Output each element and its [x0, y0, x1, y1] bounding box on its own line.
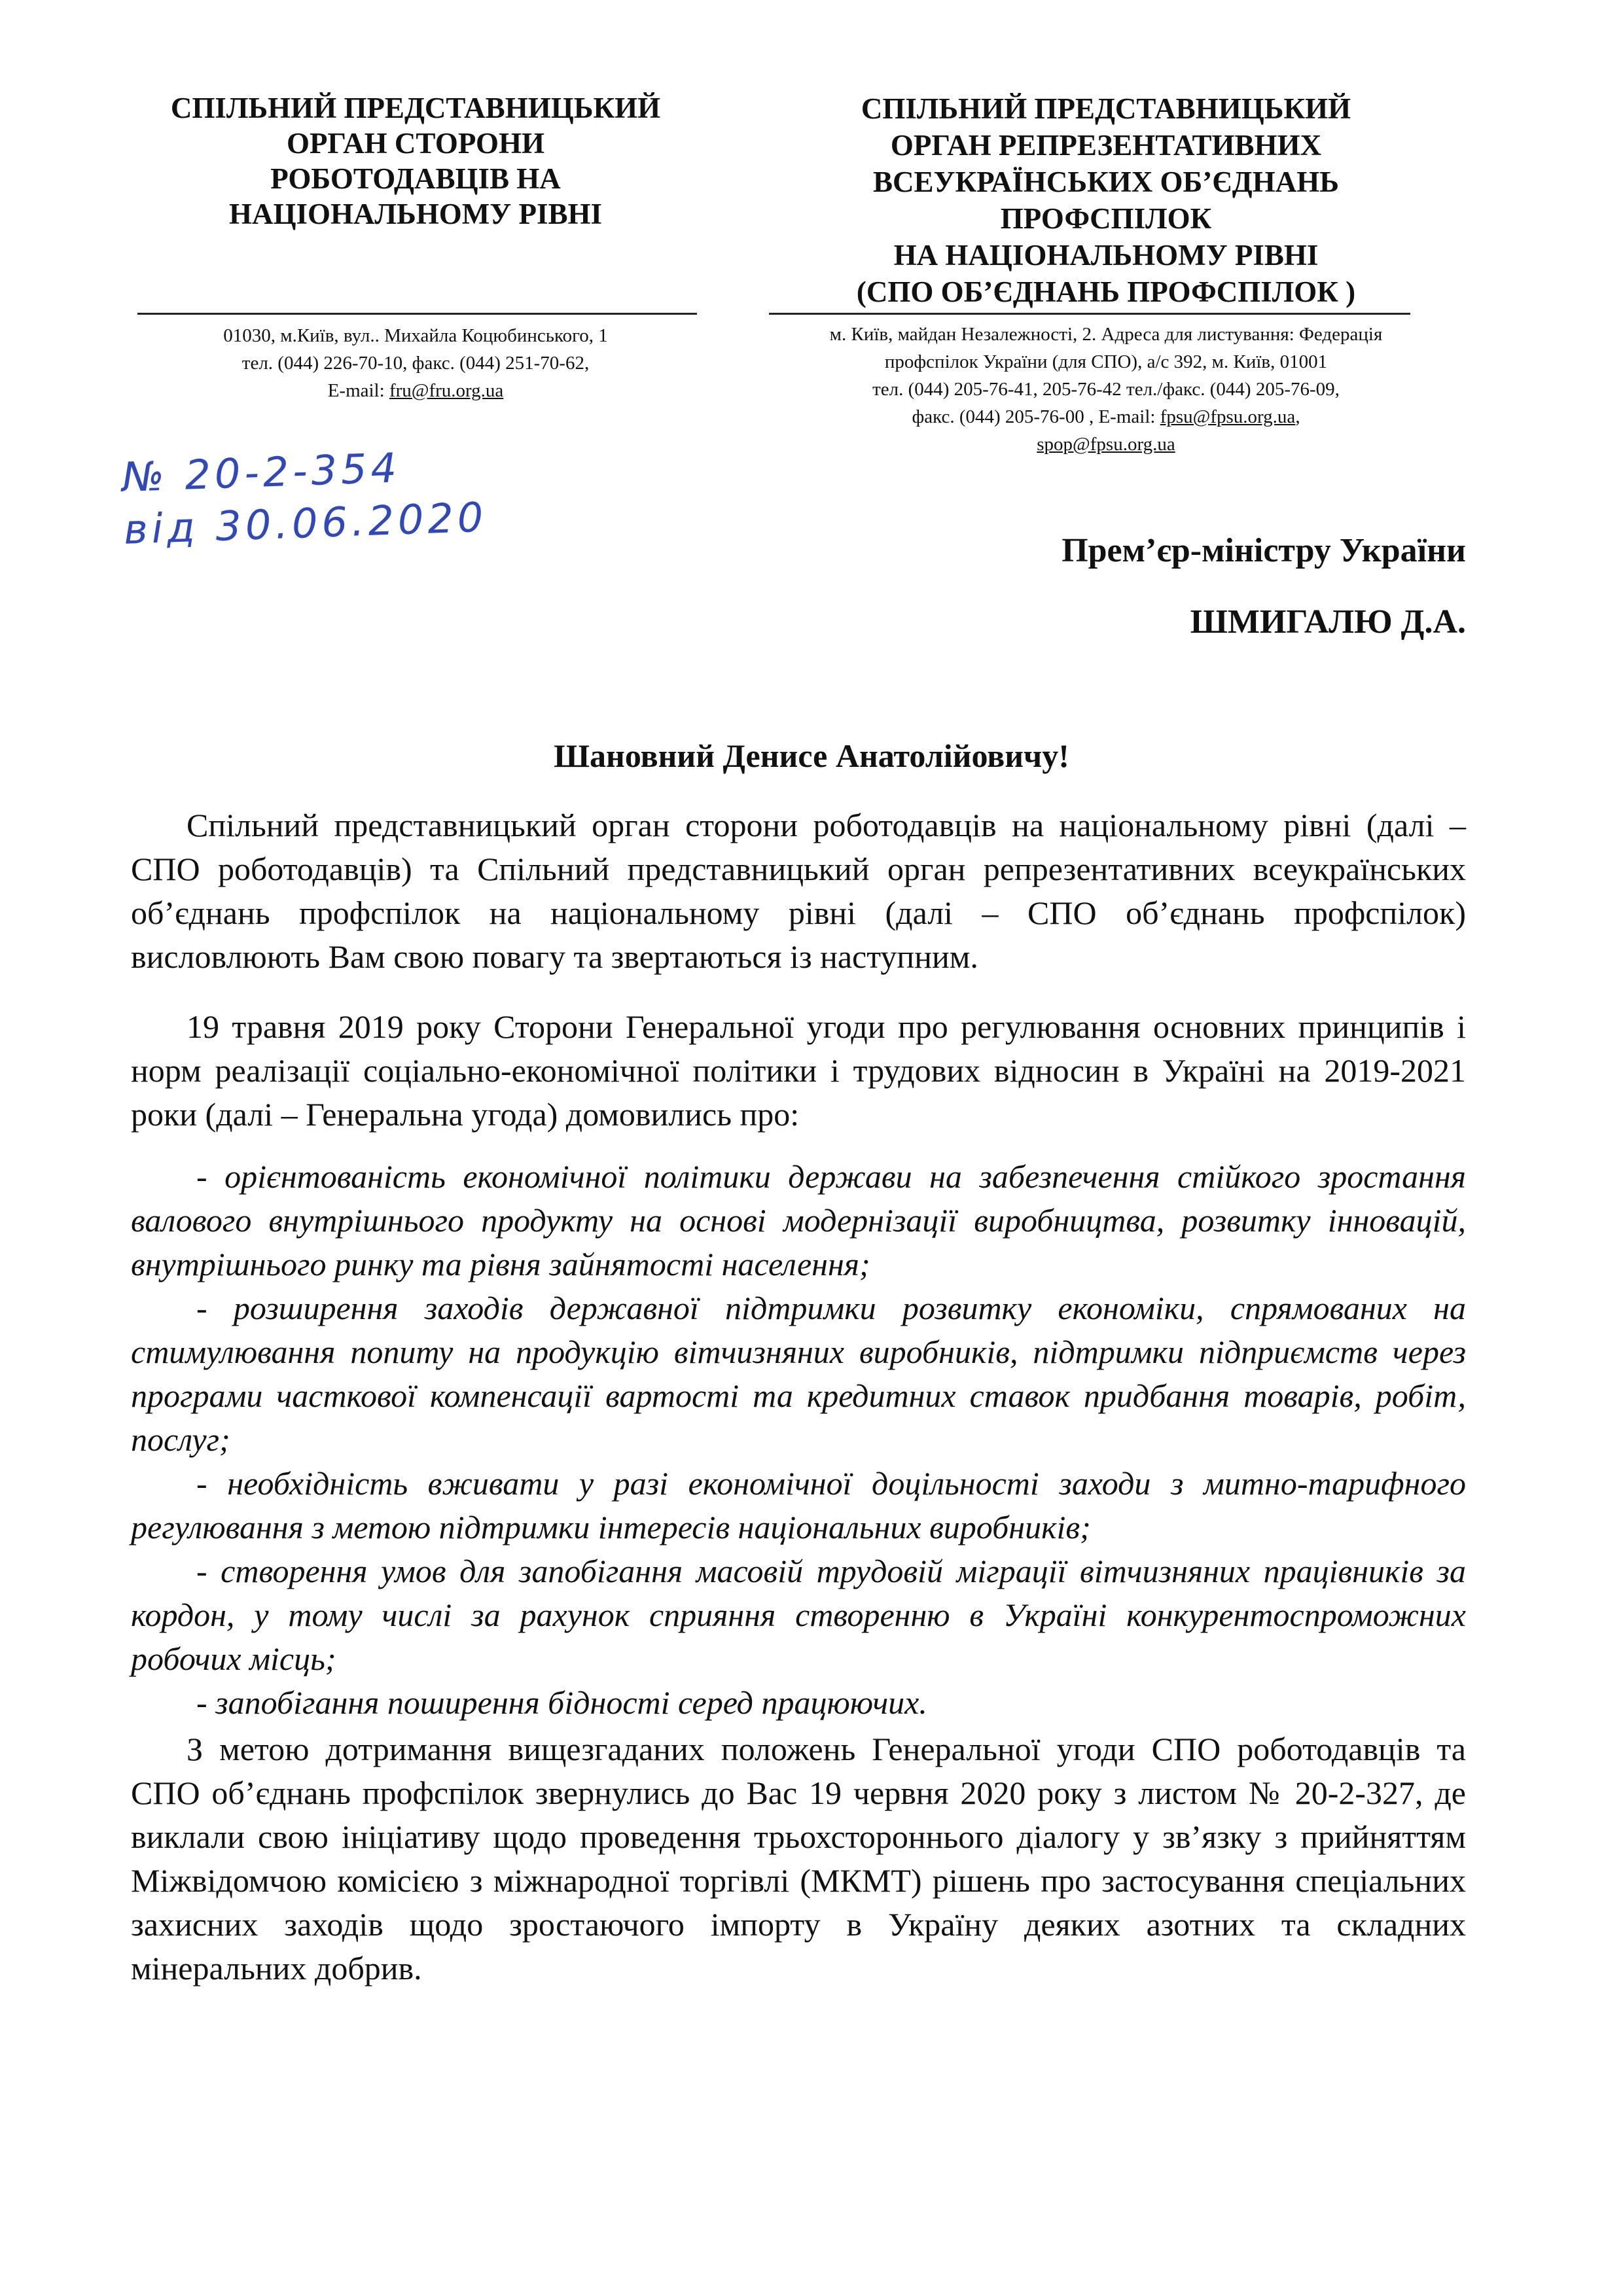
right-org-line: ОРГАН РЕПРЕЗЕНТАТИВНИХ	[890, 129, 1322, 162]
right-header-divider	[769, 313, 1410, 315]
right-org-line: СПІЛЬНИЙ ПРЕДСТАВНИЦЬКИЙ	[861, 92, 1351, 125]
left-address-line: 01030, м.Київ, вул.. Михайла Коцюбинського, 1	[223, 325, 608, 346]
right-phone-line: тел. (044) 205-76-41, 205-76-42 тел./факс. (044) 205-76-09,	[872, 379, 1340, 400]
agreement-list	[131, 1155, 1466, 1725]
registration-number: № 20-2-354	[121, 444, 402, 501]
handwritten-registration	[121, 436, 582, 556]
salutation: Шановний Денисе Анатолійовичу!	[554, 737, 1069, 774]
right-address-line: м. Київ, майдан Незалежності, 2. Адреса для листування: Федерація	[829, 324, 1383, 345]
list-item: - необхідність вживати у разі економічної доцільності заходи з митно-тарифного регулювання з метою підтримки інтересів національних виробників;	[131, 1465, 1466, 1545]
registration-date: від 30.06.2020	[122, 493, 488, 554]
list-item: - запобігання поширення бідності серед працюючих.	[196, 1684, 927, 1721]
list-item: - орієнтованість економічної політики держави на забезпечення стійкого зростання валового внутрішнього продукту на основі модернізації виробництва, розвитку інновацій, внутрішнього ринку та рівня зайнятості населення;	[131, 1158, 1466, 1282]
addressee-role: Прем’єр-міністру України	[1061, 532, 1466, 569]
left-org-line: РОБОТОДАВЦІВ НА	[270, 162, 561, 195]
addressee-name: ШМИГАЛЮ Д.А.	[1190, 603, 1466, 641]
right-address-line: профспілок України (для СПО), а/с 392, м. Київ, 01001	[884, 351, 1328, 372]
left-address-block	[134, 322, 697, 404]
left-email-label: E-mail:	[327, 380, 389, 401]
left-email-line	[134, 377, 697, 404]
right-address-block	[759, 321, 1453, 458]
right-org-line: ПРОФСПІЛОК	[1000, 202, 1212, 235]
right-email-line-2	[759, 431, 1453, 458]
list-item: - створення умов для запобігання масовій трудовій міграції вітчизняних працівників за кордон, у тому числі за рахунок сприяння створенню в Україні конкурентоспроможних робочих місць;	[131, 1553, 1466, 1677]
left-org-title	[134, 90, 697, 232]
right-email-link-2[interactable]: spop@fpsu.org.ua	[1037, 434, 1175, 455]
left-org-line: НАЦІОНАЛЬНОМУ РІВНІ	[228, 198, 603, 230]
list-item: - розширення заходів державної підтримки розвитку економіки, спрямованих на стимулювання попиту на продукцію вітчизняних виробників, підтримки підприємств через програми часткової компенсації вартості та кредитних ставок придбання товарів, робіт, послуг;	[131, 1290, 1466, 1458]
right-org-line: ВСЕУКРАЇНСЬКИХ ОБ’ЄДНАНЬ	[872, 166, 1340, 198]
paragraph-intro: Спільний представницький орган сторони роботодавців на національному рівні (далі – СПО роботодавців) та Спільний представницький орган репрезентативних всеукраїнських об’єднань профспілок на національному рівні (далі – СПО об’єднань профспілок) висловлюють Вам свою повагу та звертаються із наступним.	[131, 807, 1466, 975]
addressee-block	[681, 530, 1466, 643]
letter-body	[131, 804, 1466, 1990]
right-fax-label: факс. (044) 205-76-00 , E-mail:	[912, 406, 1160, 427]
right-org-line: НА НАЦІОНАЛЬНОМУ РІВНІ	[893, 239, 1319, 272]
paragraph-appeal: З метою дотримання вищезгаданих положень Генеральної угоди СПО роботодавців та СПО об’єднань профспілок звернулись до Вас 19 червня 2020 року з листом № 20-2-327, де виклали свою ініціативу щодо проведення трьохстороннього діалогу у зв’язку з прийняттям Міжвідомчою комісією з міжнародної торгівлі (МКМТ) рішень про застосування спеціальних захисних заходів щодо зростаючого імпорту в Україну деяких азотних та складних мінеральних добрив.	[131, 1731, 1466, 1987]
right-org-title	[759, 90, 1453, 310]
left-header-divider	[137, 313, 697, 315]
right-email-separator: ,	[1295, 406, 1300, 427]
left-email-link[interactable]: fru@fru.org.ua	[389, 380, 504, 401]
left-phone-line: тел. (044) 226-70-10, факс. (044) 251-70-62,	[241, 353, 590, 374]
right-email-link[interactable]: fpsu@fpsu.org.ua	[1160, 406, 1296, 427]
paragraph-agreement: 19 травня 2019 року Сторони Генеральної угоди про регулювання основних принципів і норм реалізації соціально-економічної політики і трудових відносин в Україні на 2019-2021 роки (далі – Генеральна угода) домовились про:	[131, 1008, 1466, 1133]
right-org-line: (СПО ОБ’ЄДНАНЬ ПРОФСПІЛОК )	[856, 275, 1356, 308]
left-org-line: СПІЛЬНИЙ ПРЕДСТАВНИЦЬКИЙ	[170, 92, 661, 124]
left-org-line: ОРГАН СТОРОНИ	[286, 127, 545, 160]
right-email-line	[759, 403, 1453, 431]
